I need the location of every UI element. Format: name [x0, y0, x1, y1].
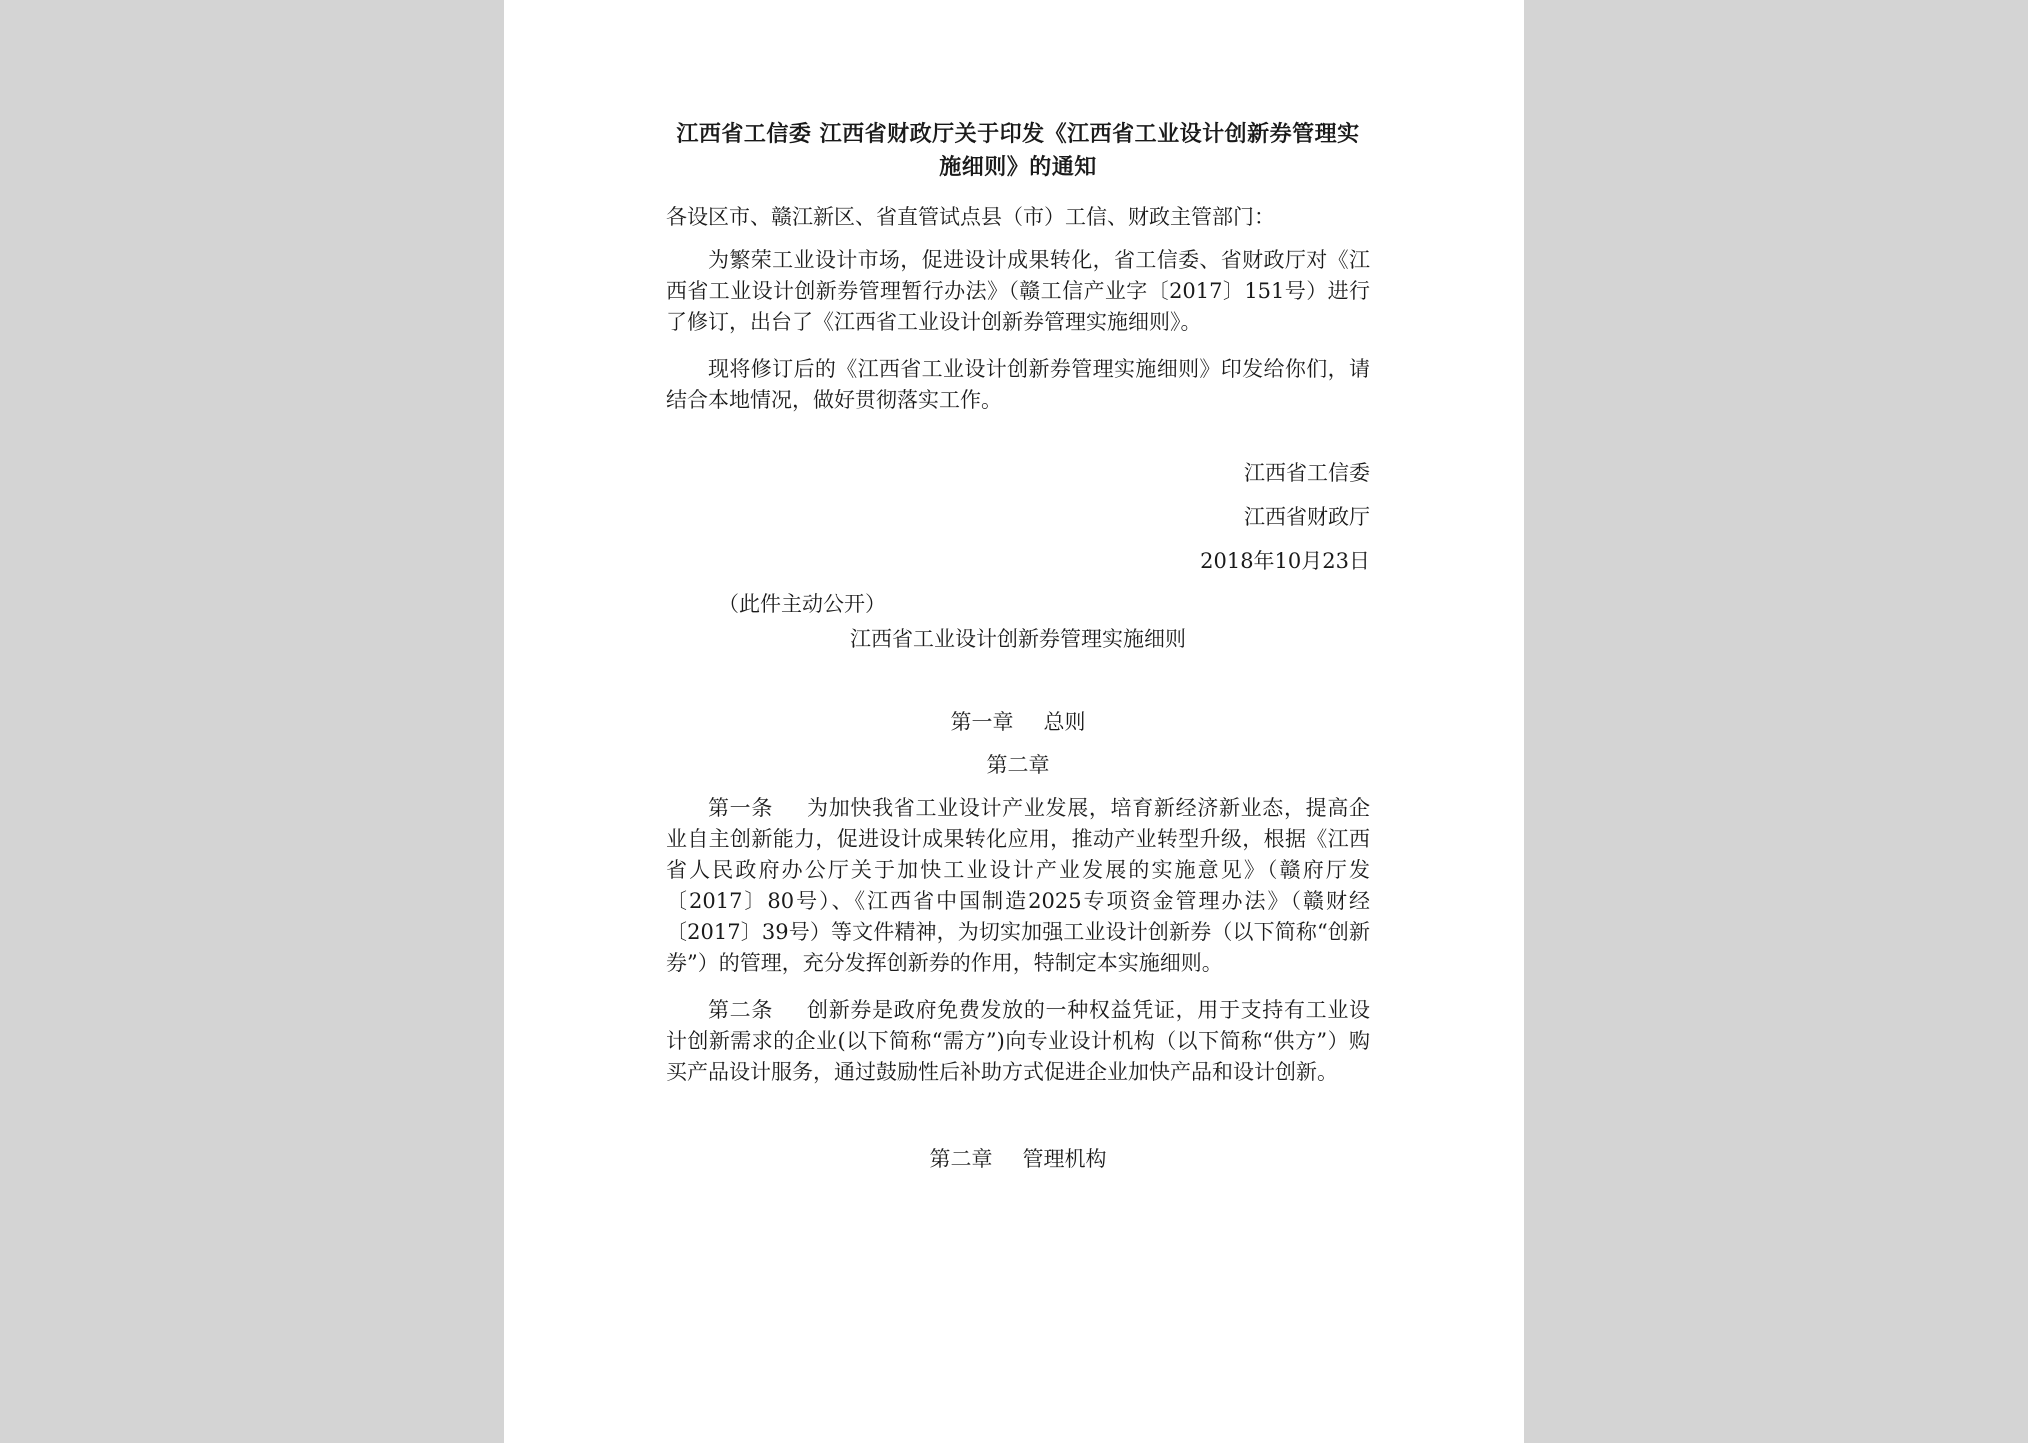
- article-1: [666, 793, 1370, 979]
- article-2: [666, 995, 1370, 1088]
- article-2-text: 创新券是政府免费发放的一种权益凭证，用于支持有工业设计创新需求的企业(以下简称“需方”)向专业设计机构（以下简称“供方”）购买产品设计服务，通过鼓励性后补助方式促进企业加快产品和设计创新。: [666, 998, 1371, 1084]
- signer-2: 江西省财政厅: [1244, 505, 1370, 529]
- article-2-label: 第二条: [708, 998, 774, 1022]
- rules-title: 江西省工业设计创新券管理实施细则: [850, 627, 1186, 651]
- chapter-2-heading: [666, 1144, 1370, 1175]
- signer-1: 江西省工信委: [1244, 461, 1370, 485]
- chapter-1-title: 总则: [1043, 710, 1086, 734]
- public-note: （此件主动公开）: [718, 592, 886, 616]
- chapter-sub-heading: 第二章: [986, 753, 1050, 777]
- salutation: 各设区市、赣江新区、省直管试点县（市）工信、财政主管部门：: [666, 205, 1275, 229]
- chapter-1-number: 第一章: [950, 710, 1014, 734]
- document-page: [504, 0, 1524, 1443]
- article-1-text: 为加快我省工业设计产业发展，培育新经济新业态，提高企业自主创新能力，促进设计成果转化应用，推动产业转型升级，根据《江西省人民政府办公厅关于加快工业设计产业发展的实施意见》（赣府厅发〔2017〕80号）、《江西省中国制造2025专项资金管理办法》（赣财经〔2017〕39号）等文件精神，为切实加强工业设计创新券（以下简称“创新券”）的管理，充分发挥创新券的作用，特制定本实施细则。: [666, 796, 1371, 975]
- issue-date: 2018年10月23日: [1200, 549, 1370, 573]
- article-1-label: 第一条: [708, 796, 774, 820]
- chapter-2-number: 第二章: [929, 1147, 993, 1171]
- chapter-2-title: 管理机构: [1022, 1147, 1107, 1171]
- body-paragraph-1: 为繁荣工业设计市场，促进设计成果转化，省工信委、省财政厅对《江西省工业设计创新券管理暂行办法》（赣工信产业字〔2017〕151号）进行了修订，出台了《江西省工业设计创新券管理实施细则》。: [666, 248, 1370, 334]
- document-title: 江西省工信委 江西省财政厅关于印发《江西省工业设计创新券管理实施细则》的通知: [676, 121, 1360, 180]
- document-content: [666, 118, 1370, 1175]
- chapter-1-heading: [666, 707, 1370, 738]
- signature-block: [666, 458, 1370, 577]
- body-paragraph-2: 现将修订后的《江西省工业设计创新券管理实施细则》印发给你们，请结合本地情况，做好贯彻落实工作。: [666, 357, 1370, 412]
